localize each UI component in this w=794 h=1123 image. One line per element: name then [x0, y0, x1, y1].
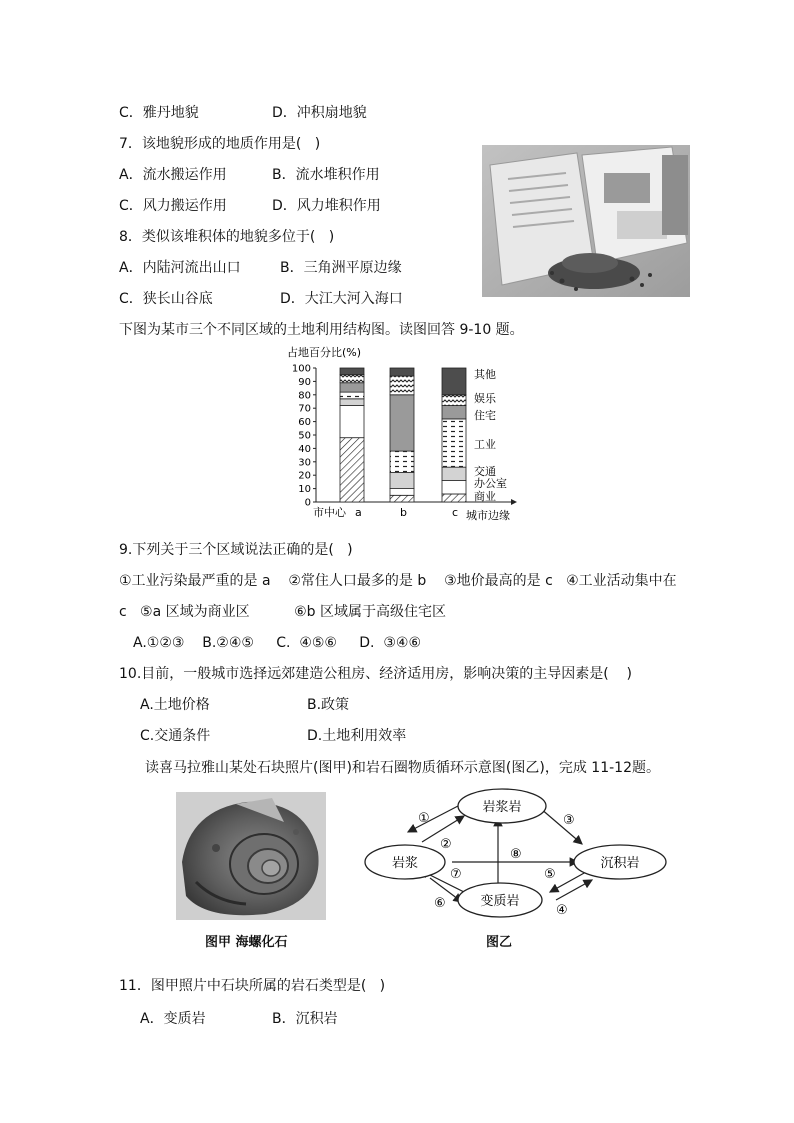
y-tick-label: 90 [298, 376, 311, 388]
node-magma: 岩浆 [391, 856, 419, 871]
q9-statements-line2: c ⑤a 区域为商业区 ⑥b 区域属于高级住宅区 [119, 604, 447, 620]
bar-segment-c-工业 [442, 419, 466, 467]
x-label-city-edge: 城市边缘 [466, 509, 510, 522]
q7-stem: 7．该地貌形成的地质作用是( ) [119, 136, 321, 152]
intro-11-12: 读喜马拉雅山某处石块照片(图甲)和岩石圈物质循环示意图(图乙)，完成 11-12题。 [145, 760, 660, 776]
category-label-b: b [400, 506, 407, 519]
q7-option-c: C．风力搬运作用 [119, 198, 227, 214]
y-tick-label: 40 [298, 443, 311, 455]
y-axis-label: 占地百分比(%) [287, 346, 362, 359]
q10-stem: 10.目前，一般城市选择远郊建造公租房、经济适用房，影响决策的主导因素是( ) [119, 666, 632, 682]
bar-segment-a-办公室 [340, 406, 364, 438]
y-tick-label: 100 [291, 363, 311, 375]
bar-segment-b-娱乐 [390, 376, 414, 395]
q9-options: A.①②③ B.②④⑤ C. ④⑤⑥ D. ③④⑥ [133, 635, 422, 651]
q6-option-d: D．冲积扇地貌 [272, 105, 367, 121]
q7-option-d: D．风力堆积作用 [272, 198, 381, 214]
bar-segment-b-商业 [390, 495, 414, 502]
label-8: ⑧ [510, 847, 522, 862]
q8-option-c: C．狭长山谷底 [119, 291, 213, 307]
label-2: ② [440, 837, 452, 852]
land-use-chart [283, 344, 533, 522]
q11-stem: 11．图甲照片中石块所属的岩石类型是( ) [119, 978, 386, 994]
intro-9-10: 下图为某市三个不同区域的土地利用结构图。读图回答 9-10 题。 [119, 322, 524, 338]
rock-cycle-diagram [360, 786, 680, 928]
q10-option-b: B.政策 [307, 697, 350, 713]
bar-segment-a-工业 [340, 392, 364, 399]
q10-option-d: D.土地利用效率 [307, 728, 407, 744]
x-label-city-center: 市中心 [313, 506, 346, 519]
y-tick-label: 0 [304, 497, 311, 509]
bar-segment-c-娱乐 [442, 395, 466, 406]
fig-yi-caption: 图乙 [486, 935, 513, 950]
conch-fossil-photo [176, 792, 326, 920]
arrow-3-magma-rock-to-sedimentary [540, 808, 582, 844]
q11-option-b: B．沉积岩 [272, 1011, 338, 1027]
bar-segment-a-商业 [340, 438, 364, 502]
y-tick-label: 20 [298, 470, 311, 482]
y-tick-label: 50 [298, 430, 311, 442]
q9-stem: 9.下列关于三个区域说法正确的是( ) [119, 542, 353, 558]
q9-statements-line1: ①工业污染最严重的是 a ②常住人口最多的是 b ③地价最高的是 c ④工业活动集中在 [119, 573, 677, 589]
fig-jia-caption: 图甲 海螺化石 [205, 935, 288, 950]
q7-option-a: A．流水搬运作用 [119, 167, 227, 183]
bar-segment-c-其他 [442, 368, 466, 395]
label-6: ⑥ [434, 896, 446, 911]
label-4: ④ [556, 903, 568, 918]
y-tick-label: 80 [298, 390, 311, 402]
label-1: ① [418, 811, 430, 826]
q8-option-a: A．内陆河流出山口 [119, 260, 241, 276]
y-tick-label: 70 [298, 403, 311, 415]
category-label-c: c [452, 506, 459, 519]
legend-商业: 商业 [474, 490, 496, 503]
q8-option-d: D．大江大河入海口 [280, 291, 403, 307]
label-7: ⑦ [450, 867, 462, 882]
arrow-4-metamorphic-to-sedimentary [556, 880, 592, 900]
legend-办公室: 办公室 [474, 477, 507, 490]
legend-住宅: 住宅 [474, 409, 496, 422]
q10-option-a: A.土地价格 [140, 697, 210, 713]
node-metamorphic-rock: 变质岩 [480, 894, 520, 909]
y-tick-label: 60 [298, 417, 311, 429]
arrow-1-magma-rock-to-magma [408, 806, 458, 832]
label-3: ③ [563, 813, 575, 828]
q8-stem: 8．类似该堆积体的地貌多位于( ) [119, 229, 335, 245]
bar-segment-b-工业 [390, 451, 414, 472]
bar-segment-a-住宅 [340, 383, 364, 392]
bar-segment-c-住宅 [442, 406, 466, 419]
q6-option-c: C．雅丹地貌 [119, 105, 199, 121]
bar-segment-b-办公室 [390, 489, 414, 496]
bar-segment-a-娱乐 [340, 375, 364, 383]
book-seeds-photo [482, 145, 690, 297]
x-axis-arrow [511, 499, 517, 505]
bar-segment-a-其他 [340, 368, 364, 375]
bar-segment-c-商业 [442, 494, 466, 502]
bar-segment-b-住宅 [390, 395, 414, 451]
bar-segment-b-其他 [390, 368, 414, 376]
bar-segment-b-交通 [390, 473, 414, 489]
y-tick-label: 10 [298, 484, 311, 496]
legend-其他: 其他 [474, 368, 496, 381]
node-sedimentary-rock: 沉积岩 [600, 856, 640, 871]
legend-娱乐: 娱乐 [474, 392, 496, 405]
legend-交通: 交通 [474, 465, 496, 478]
q8-option-b: B．三角洲平原边缘 [280, 260, 402, 276]
q7-option-b: B．流水堆积作用 [272, 167, 380, 183]
q10-option-c: C.交通条件 [140, 728, 211, 744]
bar-segment-c-办公室 [442, 481, 466, 494]
y-tick-label: 30 [298, 457, 311, 469]
bar-segment-c-交通 [442, 467, 466, 480]
bar-segment-a-交通 [340, 399, 364, 406]
legend-工业: 工业 [474, 438, 496, 451]
label-5: ⑤ [544, 867, 556, 882]
category-label-a: a [355, 506, 362, 519]
node-magma-rock: 岩浆岩 [482, 800, 522, 815]
q11-option-a: A．变质岩 [140, 1011, 206, 1027]
